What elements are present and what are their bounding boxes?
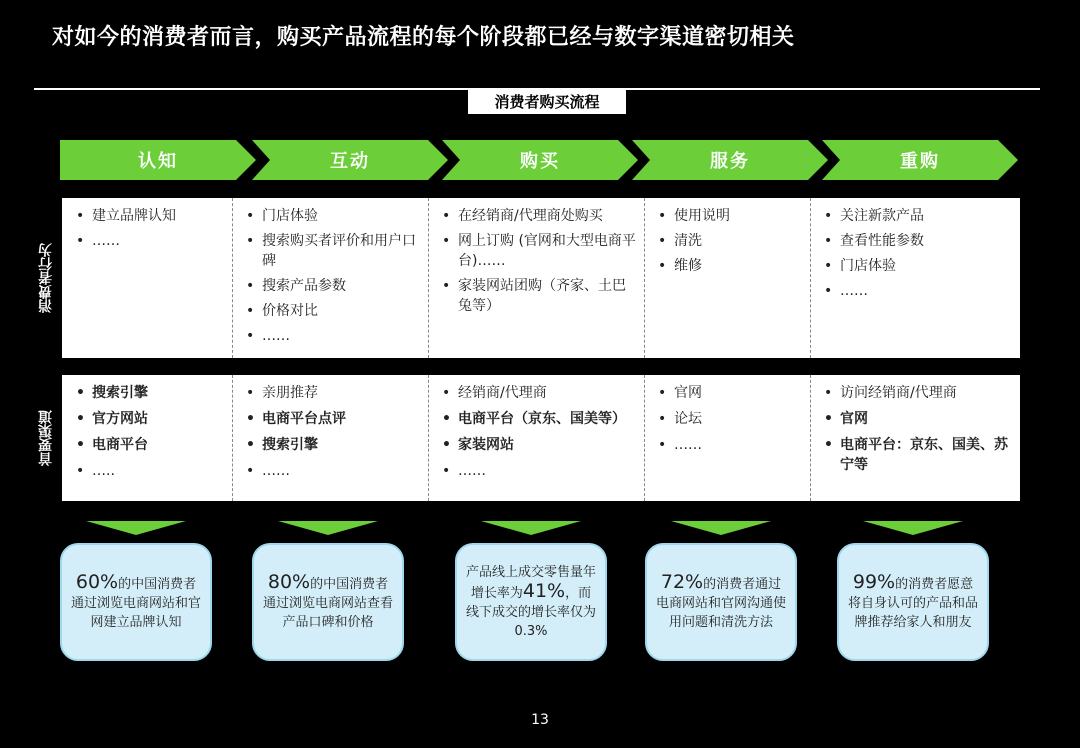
stat-text: 的消费者愿意将自身认可的产品和品牌推荐给家人和朋友 bbox=[847, 576, 978, 630]
list-item: • 亲朋推荐 bbox=[240, 383, 420, 403]
column-divider bbox=[428, 375, 429, 501]
list-item: • 搜索购买者评价和用户口碑 bbox=[240, 231, 420, 271]
page-number: 13 bbox=[531, 712, 549, 728]
stat-box-2 bbox=[252, 543, 404, 661]
column-divider bbox=[232, 375, 233, 501]
channel-cell-4 bbox=[644, 375, 810, 501]
stat-text: ，而线下成交的增长率仅为0.3% bbox=[465, 586, 596, 639]
stat-value: 99% bbox=[852, 570, 896, 593]
list-item: • 建立品牌认知 bbox=[70, 206, 224, 226]
list-item: • …… bbox=[240, 461, 420, 481]
list-item: • 使用说明 bbox=[652, 206, 802, 226]
list-item: • 家装网站团购（齐家、土巴兔等） bbox=[436, 276, 636, 316]
list-item: • 在经销商/代理商处购买 bbox=[436, 206, 636, 226]
list-item: • …… bbox=[240, 326, 420, 346]
stat-text: 的中国消费者通过浏览电商网站和官网建立品牌认知 bbox=[70, 576, 201, 630]
row-label-channels: 首要渠道 bbox=[38, 410, 54, 466]
channel-cell-1 bbox=[62, 375, 232, 501]
stat-prefix: 产品线上成交零售量年增长率为 bbox=[465, 565, 596, 601]
down-arrow bbox=[863, 521, 963, 535]
stat-value: 41% bbox=[522, 580, 566, 602]
stat-text: 的消费者通过电商网站和官网沟通使用问题和清洗方法 bbox=[655, 576, 786, 630]
list-item: • …… bbox=[436, 461, 636, 481]
behavior-cell-3 bbox=[428, 198, 644, 358]
list-item: • 论坛 bbox=[652, 409, 802, 429]
down-arrow bbox=[481, 521, 581, 535]
list-item: • 查看性能参数 bbox=[818, 231, 1012, 251]
stat-box-3 bbox=[455, 543, 607, 661]
down-arrow bbox=[86, 521, 186, 535]
stat-text: 的中国消费者通过浏览电商网站查看产品口碑和价格 bbox=[262, 576, 393, 630]
stage-label: 重购 bbox=[900, 151, 940, 172]
column-divider bbox=[810, 198, 811, 358]
column-divider bbox=[232, 198, 233, 358]
behavior-cell-5 bbox=[810, 198, 1020, 358]
stat-box-1 bbox=[60, 543, 212, 661]
list-item: • 电商平台：京东、国美、苏宁等 bbox=[818, 435, 1012, 475]
stage-label: 服务 bbox=[710, 151, 750, 172]
list-item: • 门店体验 bbox=[240, 206, 420, 226]
behavior-cell-1 bbox=[62, 198, 232, 358]
list-item: • 清洗 bbox=[652, 231, 802, 251]
stage-chevron-1 bbox=[60, 140, 256, 180]
list-item: • …… bbox=[652, 435, 802, 455]
behavior-cell-4 bbox=[644, 198, 810, 358]
list-item: • 搜索引擎 bbox=[240, 435, 420, 455]
list-item: • 搜索引擎 bbox=[70, 383, 224, 403]
down-arrow bbox=[671, 521, 771, 535]
list-item: • 维修 bbox=[652, 256, 802, 276]
column-divider bbox=[644, 198, 645, 358]
stage-label: 互动 bbox=[330, 151, 370, 172]
column-divider bbox=[428, 198, 429, 358]
channel-cell-5 bbox=[810, 375, 1020, 501]
channel-cell-3 bbox=[428, 375, 644, 501]
list-item: • 价格对比 bbox=[240, 301, 420, 321]
list-item: • 官网 bbox=[818, 409, 1012, 429]
stat-value: 80% bbox=[267, 570, 311, 593]
row-label-behavior: 消费者行为 bbox=[38, 243, 54, 313]
list-item: • …… bbox=[818, 281, 1012, 301]
list-item: • 官方网站 bbox=[70, 409, 224, 429]
stat-box-5 bbox=[837, 543, 989, 661]
list-item: • 网上订购 (官网和大型电商平台)…… bbox=[436, 231, 636, 271]
stage-chevron-3 bbox=[442, 140, 638, 180]
column-divider bbox=[810, 375, 811, 501]
stage-chevron-4 bbox=[632, 140, 828, 180]
behavior-cell-2 bbox=[232, 198, 428, 358]
list-item: • 官网 bbox=[652, 383, 802, 403]
down-arrow bbox=[278, 521, 378, 535]
list-item: • 电商平台 bbox=[70, 435, 224, 455]
flow-label: 消费者购买流程 bbox=[468, 88, 626, 114]
stat-value: 72% bbox=[660, 570, 704, 593]
stat-value: 60% bbox=[75, 570, 119, 593]
list-item: • 电商平台点评 bbox=[240, 409, 420, 429]
list-item: • ….. bbox=[70, 461, 224, 481]
stage-label: 购买 bbox=[520, 151, 560, 172]
stage-label: 认知 bbox=[138, 151, 178, 172]
list-item: • 经销商/代理商 bbox=[436, 383, 636, 403]
list-item: • 关注新款产品 bbox=[818, 206, 1012, 226]
list-item: • …… bbox=[70, 231, 224, 251]
stage-chevron-2 bbox=[252, 140, 448, 180]
channel-cell-2 bbox=[232, 375, 428, 501]
column-divider bbox=[644, 375, 645, 501]
list-item: • 家装网站 bbox=[436, 435, 636, 455]
stage-chevron-5 bbox=[822, 140, 1018, 180]
slide-title: 对如今的消费者而言，购买产品流程的每个阶段都已经与数字渠道密切相关 bbox=[52, 25, 795, 50]
list-item: • 访问经销商/代理商 bbox=[818, 383, 1012, 403]
list-item: • 门店体验 bbox=[818, 256, 1012, 276]
list-item: • 搜索产品参数 bbox=[240, 276, 420, 296]
stat-box-4 bbox=[645, 543, 797, 661]
list-item: • 电商平台（京东、国美等） bbox=[436, 409, 636, 429]
